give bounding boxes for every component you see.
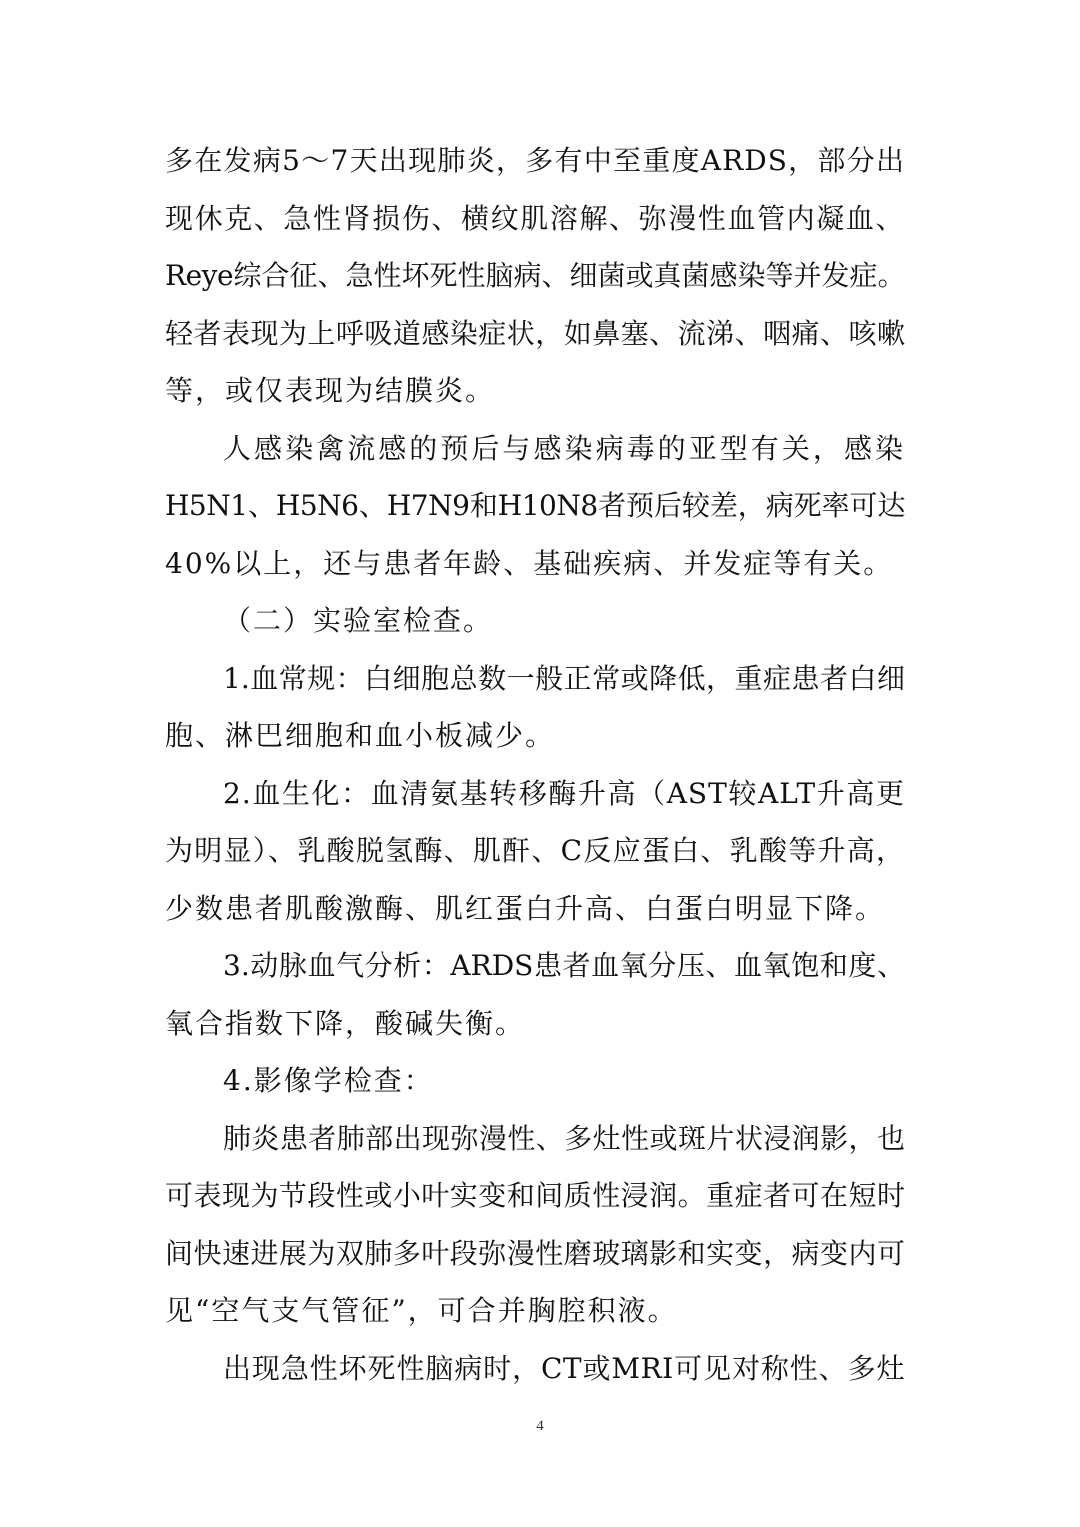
paragraph-line: 人感染禽流感的预后与感染病毒的亚型有关，感染 [223, 431, 905, 465]
paragraph-line: 氧合指数下降，酸碱失衡。 [165, 1006, 526, 1040]
paragraph-line: 为明显）、乳酸脱氢酶、肌酐、C反应蛋白、乳酸等升高， [165, 834, 905, 867]
paragraph-line: 等，或仅表现为结膜炎。 [165, 374, 496, 407]
paragraph-line: 1.血常规：白细胞总数一般正常或降低，重症患者白细 [223, 661, 905, 695]
paragraph-line: 3.动脉血气分析：ARDS患者血氧分压、血氧饱和度、 [223, 949, 905, 982]
paragraph-line: 40%以上，还与患者年龄、基础疾病、并发症等有关。 [165, 546, 894, 580]
paragraph-line: 间快速进展为双肺多叶段弥漫性磨玻璃影和实变，病变内可 [165, 1236, 905, 1270]
paragraph-line: 少数患者肌酸激酶、肌红蛋白升高、白蛋白明显下降。 [165, 891, 886, 925]
paragraph-line: 出现急性坏死性脑病时，CT或MRI可见对称性、多灶 [223, 1351, 905, 1385]
paragraph-line: 胞、淋巴细胞和血小板减少。 [165, 719, 556, 752]
page-number: 4 [536, 1418, 544, 1434]
document-body [165, 132, 905, 1397]
paragraph-line: 4.影像学检查： [223, 1064, 434, 1097]
paragraph-line: 2.血生化：血清氨基转移酶升高（AST较ALT升高更 [223, 776, 905, 810]
paragraph-line: 可表现为节段性或小叶实变和间质性浸润。重症者可在短时 [165, 1179, 905, 1212]
paragraph-line: 见“空气支气管征”，可合并胸腔积液。 [165, 1294, 678, 1327]
section-heading: （二）实验室检查。 [223, 604, 494, 637]
paragraph-line: H5N1、H5N6、H7N9和H10N8者预后较差，病死率可达 [165, 489, 905, 522]
paragraph-line: 轻者表现为上呼吸道感染症状，如鼻塞、流涕、咽痛、咳嗽 [165, 316, 905, 350]
paragraph-line: 肺炎患者肺部出现弥漫性、多灶性或斑片状浸润影，也 [223, 1121, 905, 1155]
paragraph-line: Reye综合征、急性坏死性脑病、细菌或真菌感染等并发症。 [165, 259, 905, 292]
paragraph-line: 现休克、急性肾损伤、横纹肌溶解、弥漫性血管内凝血、 [165, 201, 905, 235]
paragraph-line: 多在发病5～7天出现肺炎，多有中至重度ARDS，部分出 [165, 144, 905, 177]
